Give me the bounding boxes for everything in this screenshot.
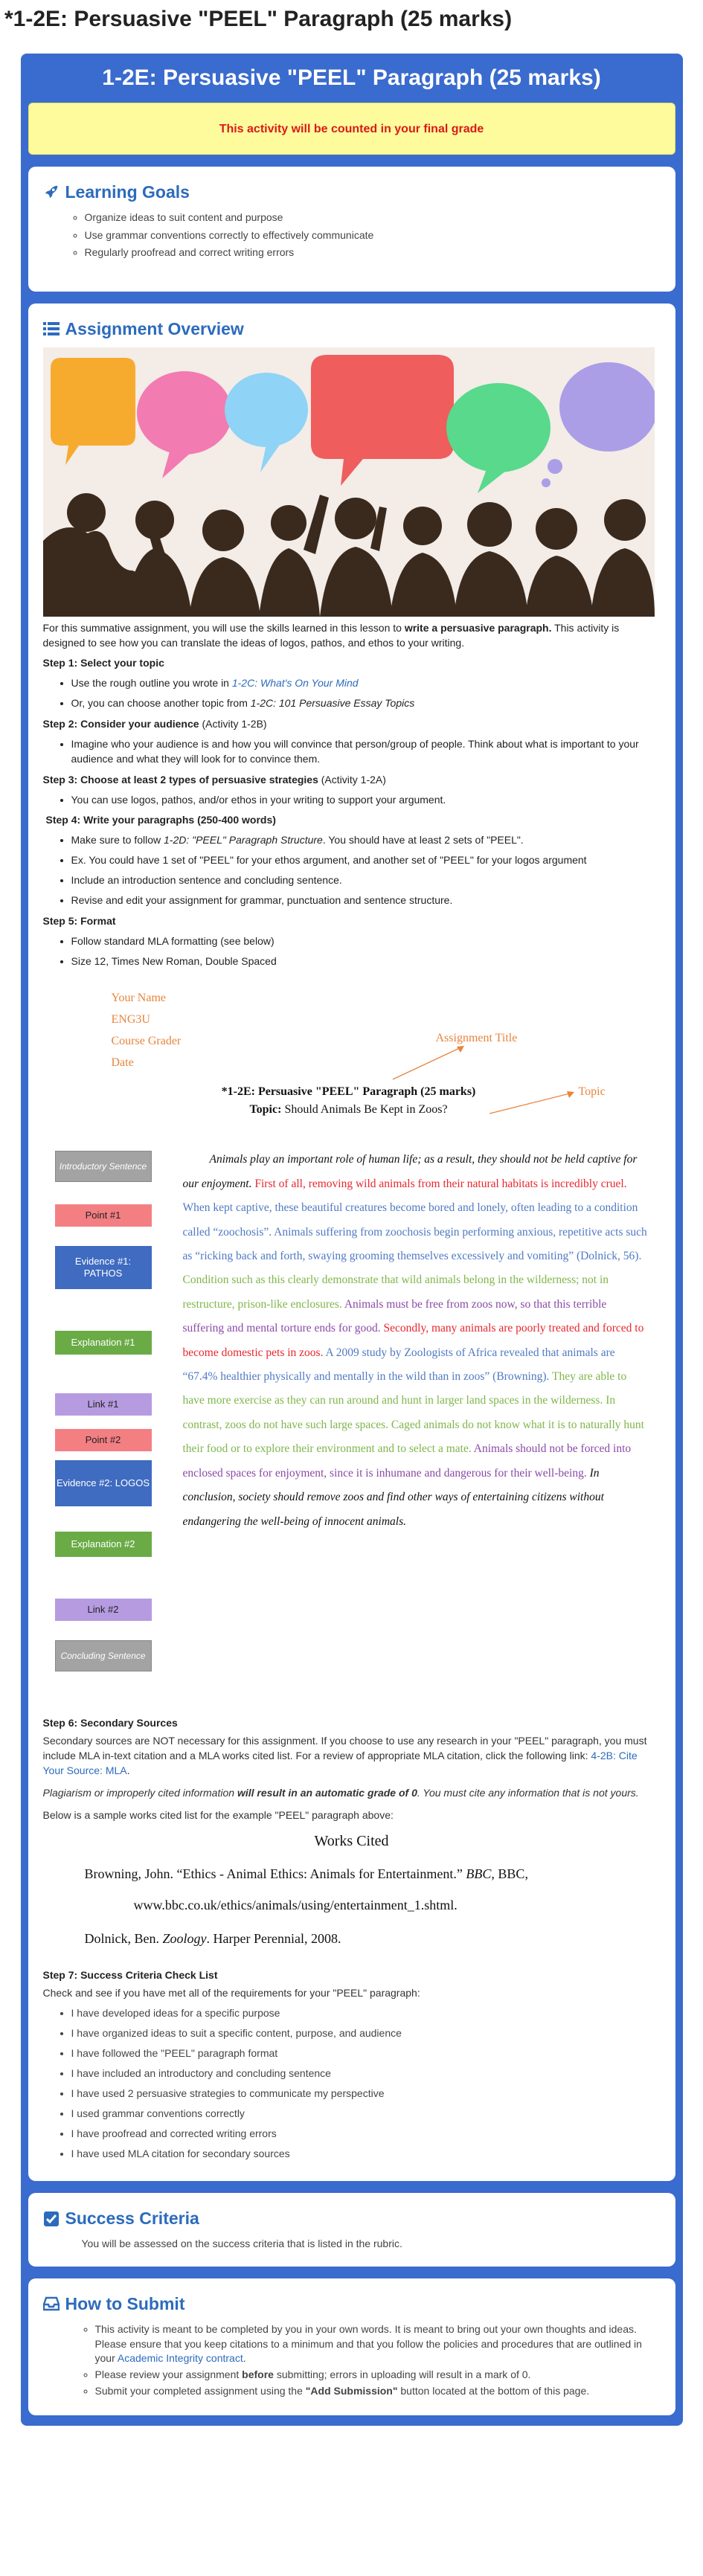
mla-header-line: ENG3U — [111, 1013, 150, 1027]
list-item: ◦ Regularly proofread and correct writing errors — [85, 245, 661, 260]
success-criteria-text: You will be assessed on the success criteria that is listed in the rubric. — [81, 2238, 402, 2250]
sample-topic: Topic: Should Animals Be Kept in Zoos? — [249, 1103, 448, 1117]
list-item: • Imagine who your audience is and how you will convince that person/group of people. Think about what is important to your audience and what they will look for to convince them. — [71, 737, 661, 767]
list-item: • I have used MLA citation for secondary sources — [71, 2147, 661, 2162]
para-point-2: Secondly, many animals are poorly treated and forced to become domestic pets in zoos. — [182, 1322, 644, 1359]
label-explanation-1: Explanation #1 — [55, 1331, 152, 1355]
mla-header-line: Course Grader — [111, 1035, 182, 1048]
list-item: • Ex. You could have 1 set of "PEEL" for your ethos argument, and another set of "PEEL" for your logos argument — [71, 853, 661, 868]
sample-title: *1-2E: Persuasive "PEEL" Paragraph (25 marks) — [221, 1085, 476, 1099]
learning-goals-card — [28, 167, 675, 292]
list-item: ◦ Please review your assignment before submitting; errors in uploading will result in a mark of 0. — [95, 2368, 661, 2383]
how-to-submit-heading — [43, 2292, 661, 2316]
list-item: • I used grammar conventions correctly — [71, 2107, 661, 2121]
para-evidence-2: A 2009 study by Zoologists of Africa revealed that animals are “67.4% healthier physically and mentally in the wild than in zoos” (Browning). — [182, 1346, 615, 1384]
annotation-assignment-title: Assignment Title — [435, 1032, 518, 1045]
assignment-overview-title: Assignment Overview — [65, 319, 244, 338]
inbox-icon — [43, 2296, 60, 2311]
step5-list — [43, 934, 661, 969]
label-introductory-sentence: Introductory Sentence — [55, 1151, 152, 1182]
content-frame — [21, 54, 683, 2426]
mla-header-line: Your Name — [111, 992, 166, 1005]
grade-notice: This activity will be counted in your final grade — [28, 103, 675, 155]
para-explanation-2: They are able to have more exercise as they can run around and hunt in larger land spaces in the wilderness. In contrast, zoos do not have such large spaces. Caged animals do not know what it is to naturally hunt their food or to explore their environment and to select a mate. — [182, 1370, 644, 1456]
list-item: • I have proofread and corrected writing errors — [71, 2127, 661, 2142]
list-item: • You can use logos, pathos, and/or ethos in your writing to support your argument. — [71, 793, 661, 808]
step2-list — [43, 737, 661, 767]
step3-list — [43, 793, 661, 808]
step2-heading: Step 2: Consider your audience (Activity 1-2B) — [42, 718, 267, 730]
banner-title: 1-2E: Persuasive "PEEL" Paragraph (25 marks) — [102, 65, 601, 90]
works-cited-entry: Dolnick, Ben. Zoology. Harper Perennial, 2008. — [84, 1931, 341, 1947]
mla-sample — [43, 974, 655, 1710]
label-concluding-sentence: Concluding Sentence — [55, 1640, 152, 1671]
list-item: ◦ This activity is meant to be completed by you in your own words. It is meant to bring out your own thoughts and ideas. Please ensure that you keep citations to a minimum and that you follow the policies and procedures that are outlined in your Academic Integrity contract. — [95, 2322, 661, 2367]
works-cited — [43, 1831, 661, 1949]
step1-list — [43, 676, 661, 711]
mla-citation-link[interactable]: 4-2B: Cite Your Source: MLA — [42, 1750, 638, 1777]
label-point-1: Point #1 — [55, 1204, 152, 1227]
works-cited-intro: Below is a sample works cited list for the example "PEEL" paragraph above: — [42, 1808, 394, 1821]
step6-heading: Step 6: Secondary Sources — [42, 1717, 178, 1729]
mla-header-line: Date — [111, 1056, 134, 1070]
label-link-1: Link #1 — [55, 1393, 152, 1416]
learning-goals-title: Learning Goals — [65, 182, 190, 202]
overview-intro: For this summative assignment, you will use the skills learned in this lesson to write a persuasive paragraph. This activity is designed to see how you can translate the ideas of logos, pathos, and ethos to your writing. — [42, 621, 620, 649]
list-item: • Size 12, Times New Roman, Double Spaced — [71, 954, 661, 969]
how-to-submit-card — [28, 2278, 675, 2415]
academic-integrity-link[interactable]: Academic Integrity contract — [117, 2352, 243, 2365]
step5-heading: Step 5: Format — [42, 914, 116, 927]
para-intro: Animals play an important role of human life; as a result, they should not be held captive for our enjoyment. — [182, 1153, 638, 1190]
list-item: • I have developed ideas for a specific purpose — [71, 2006, 661, 2021]
para-link-2: Animals should not be forced into enclosed spaces for enjoyment, since it is inhumane and dangerous for their well-being. — [182, 1442, 632, 1480]
label-point-2: Point #2 — [55, 1429, 152, 1451]
list-item: • Revise and edit your assignment for grammar, punctuation and sentence structure. — [71, 893, 661, 908]
list-item: ◦ Submit your completed assignment using the "Add Submission" button located at the bottom of this page. — [95, 2384, 661, 2399]
step4-list — [43, 833, 661, 908]
para-evidence-1: When kept captive, these beautiful creatures become bored and lonely, often leading to a condition called “zoochosis”. Animals suffering from zoochosis begin performing anxious, repetitive acts such as “ricking back and forth, swaying grooming themselves excessively and vomiting” (Dolnick, 56). — [182, 1201, 647, 1263]
label-explanation-2: Explanation #2 — [55, 1532, 152, 1557]
works-cited-heading: Works Cited — [314, 1832, 389, 1849]
learning-goals-heading — [43, 180, 661, 205]
list-item: • Follow standard MLA formatting (see below) — [71, 934, 661, 949]
assignment-overview-heading — [43, 317, 661, 341]
para-explanation-1: Condition such as this clearly demonstrate that wild animals belong in the wilderness; not in restructure, prison-like enclosures. — [182, 1273, 609, 1311]
rocket-icon — [43, 184, 60, 200]
list-item: ◦ Organize ideas to suit content and purpose — [85, 211, 661, 225]
page-title: *1-2E: Persuasive "PEEL" Paragraph (25 marks) — [4, 7, 513, 31]
how-to-submit-title: How to Submit — [65, 2293, 185, 2313]
list-item: • Make sure to follow 1-2D: "PEEL" Paragraph Structure. You should have at least 2 sets of "PEEL". — [71, 833, 661, 848]
success-criteria-card — [28, 2193, 675, 2267]
step3-heading: Step 3: Choose at least 2 types of persuasive strategies (Activity 1-2A) — [42, 773, 386, 786]
annotation-topic: Topic — [578, 1085, 606, 1099]
list-item: • Use the rough outline you wrote in 1-2C: What's On Your Mind — [71, 676, 661, 691]
works-cited-entry-cont: www.bbc.co.uk/ethics/animals/using/entertainment_1.shtml. — [133, 1897, 458, 1912]
assignment-overview-card — [28, 303, 675, 2181]
label-link-2: Link #2 — [55, 1599, 152, 1621]
list-item: • I have followed the "PEEL" paragraph format — [71, 2046, 661, 2061]
label-evidence-1: Evidence #1: PATHOS — [55, 1246, 152, 1289]
list-item: • I have included an introductory and concluding sentence — [71, 2066, 661, 2081]
success-criteria-heading — [43, 2206, 661, 2231]
para-link-1: Animals must be free from zoos now, so that this terrible suffering and mental torture ends for good. — [182, 1297, 607, 1335]
how-to-submit-list — [43, 2322, 661, 2399]
step7-intro: Check and see if you have met all of the requirements for your "PEEL" paragraph: — [42, 1986, 420, 1999]
list-item: • Include an introduction sentence and concluding sentence. — [71, 873, 661, 888]
success-criteria-title: Success Criteria — [65, 2209, 199, 2229]
list-item: ◦ Use grammar conventions correctly to effectively communicate — [85, 228, 661, 243]
step1-heading: Step 1: Select your topic — [42, 657, 164, 669]
step7-list — [43, 2006, 661, 2161]
step7-heading: Step 7: Success Criteria Check List — [42, 1968, 218, 1981]
step6-text: Secondary sources are NOT necessary for this assignment. If you choose to use any research in your "PEEL" paragraph, you must include MLA in-text citation and a MLA works cited list. For a review of appropriate MLA citation, click the following link: 4-2B: Cite Your Source: MLA. — [42, 1735, 647, 1777]
sample-peel-paragraph — [183, 1148, 650, 1534]
list-item: • Or, you can choose another topic from 1-2C: 101 Persuasive Essay Topics — [71, 696, 661, 711]
list-item: • I have used 2 persuasive strategies to communicate my perspective — [71, 2087, 661, 2101]
whats-on-your-mind-link[interactable]: 1-2C: What's On Your Mind — [231, 677, 359, 690]
list-icon — [43, 321, 60, 336]
checkbox-icon — [43, 2211, 60, 2227]
para-point-1: First of all, removing wild animals from their natural habitats is incredibly cruel. — [251, 1177, 627, 1190]
step6-section — [43, 1716, 661, 1822]
para-concluding: In conclusion, society should remove zoos and find other ways of entertaining citizens without endangering the well-being of innocent animals. — [182, 1466, 604, 1528]
list-item: • I have organized ideas to suit a specific content, purpose, and audience — [71, 2026, 661, 2041]
plagiarism-warning: Plagiarism or improperly cited information will result in an automatic grade of 0. You must cite any information that is not yours. — [42, 1786, 639, 1799]
learning-goals-list — [43, 211, 661, 261]
discussion-illustration — [43, 347, 655, 617]
step4-heading: Step 4: Write your paragraphs (250-400 words) — [45, 814, 276, 826]
label-evidence-2: Evidence #2: LOGOS — [55, 1460, 152, 1506]
works-cited-entry: Browning, John. “Ethics - Animal Ethics: Animals for Entertainment.” BBC, BBC, — [84, 1866, 528, 1882]
